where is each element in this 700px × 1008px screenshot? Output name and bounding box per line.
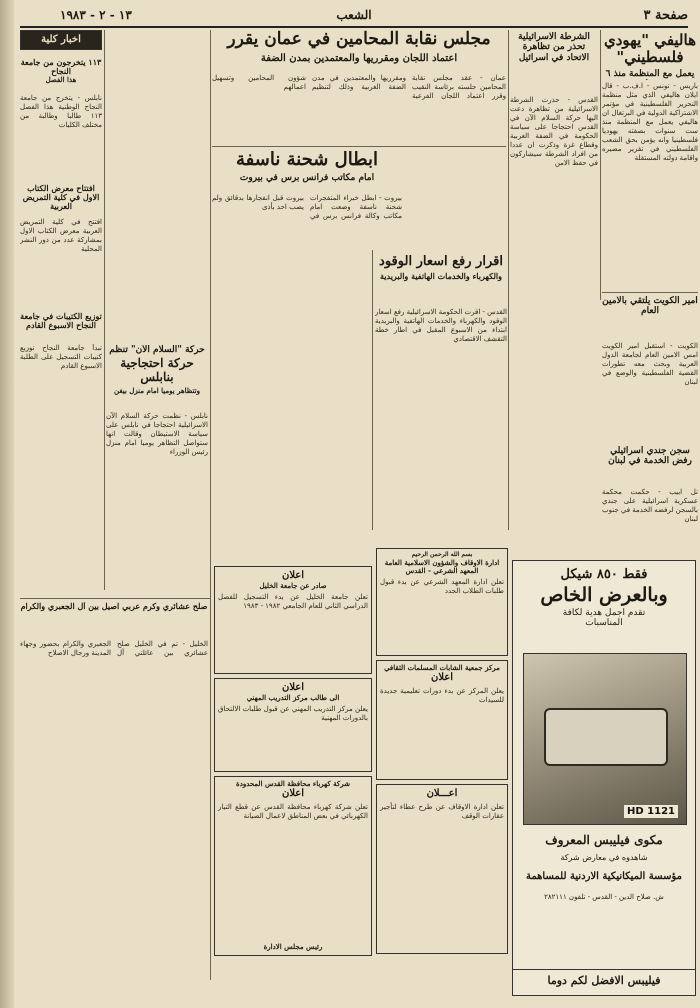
notice-signature: رئيس مجلس الادارة (263, 941, 323, 951)
notice-title: اعلان (281, 570, 305, 581)
article-body: نابلس - يتخرج من جامعة النجاح الوطنية هذا الفصل ١١٣ طالبا وطالبة من مختلف الكليات (20, 94, 102, 129)
headline-block (20, 312, 102, 342)
headline-block (602, 446, 698, 486)
ad-line: تقدم اجمل هدية لكافة (562, 608, 646, 618)
headline-block (20, 184, 102, 216)
notice-university (214, 566, 372, 674)
notice-youth (376, 660, 508, 780)
headline-block (212, 30, 506, 70)
headline-block (106, 345, 208, 409)
headline: اقرار رفع اسعار الوقود (379, 255, 503, 269)
headline: توزيع الكتيبات في جامعة النجاح الاسبوع القادم (20, 312, 102, 331)
notice-body: تعلن ادارة الاوقاف عن طرح عطاء لتأجير عقارات الوقف (380, 802, 504, 820)
article-body: تبدأ جامعة النجاح توزيع كتيبات التسجيل على الطلبة الاسبوع القادم (20, 344, 102, 370)
ad-contact: ش. صلاح الدين - القدس - تلفون ٢٨٢١١١ (544, 893, 664, 901)
notice-awqaf (376, 548, 508, 656)
notice-body: تعلن ادارة المعهد الشرعي عن بدء قبول طلبات الطلاب الجدد (380, 577, 504, 595)
headline-block (602, 296, 698, 340)
article-body: الكويت - استقبل امير الكويت امس الامين العام لجامعة الدول العربية وبحث معه تطورات القضية الفلسطينية والوضع في لبنان (602, 342, 698, 386)
headline-block (510, 32, 598, 92)
tagline: وتتظاهر يوميا امام منزل بيغن (114, 385, 200, 395)
subheadline: امام مكاتب فرانس برس في بيروت (239, 172, 375, 183)
column-rule (210, 30, 211, 980)
article-body: نابلس - نظمت حركة السلام الآن الاسرائيلية احتجاجا في نابلس على سياسة الاستيطان وقالت انها ستواصل التظاهر يوميا امام منزل رئيس الوزراء (106, 412, 208, 456)
page-header (20, 6, 688, 28)
article-body: القدس - اقرت الحكومة الاسرائيلية رفع اسعار الوقود والكهرباء والخدمات الهاتفية والبريدية ابتداء من الاسبوع المقبل في اطار خطة التقشف الاقتصادي (375, 308, 507, 343)
headline: ابطال شحنة ناسفة (236, 150, 378, 170)
headline: ١١٣ يتخرجون من جامعة النجاح (20, 58, 102, 77)
section-logo-text: اخبار كلية (20, 30, 102, 50)
notice-body: تعلن جامعة الخليل عن بدء التسجيل للفصل الدراسي الثاني للعام الجامعي ١٩٨٢ - ١٩٨٣ (218, 592, 368, 610)
notice-body: يعلن مركز التدريب المهني عن قبول طلبات الالتحاق بالدورات المهنية (218, 704, 368, 722)
headline: امير الكويت يلتقي بالامين العام (602, 296, 698, 317)
notice-title: اعلان (281, 682, 305, 693)
bismillah: بسم الله الرحمن الرحيم (411, 551, 473, 558)
notice-training (214, 678, 372, 772)
headline: حركة "السلام الآن" تنظم (109, 345, 205, 355)
notice-body: تعلن شركة كهرباء محافظة القدس عن قطع التيار الكهربائي في بعض المناطق لاعمال الصيانة (218, 802, 368, 820)
notice-title: اعـــلان (426, 788, 458, 799)
ad-line: المناسبات (585, 618, 623, 628)
headline-block (20, 58, 102, 92)
headline-block (212, 150, 402, 190)
subheadline: اعتماد اللجان ومقرريها والمعتمدين بمدن الضفة (260, 52, 458, 64)
subheadline: هذا الفصل (45, 75, 77, 85)
article-body: عمان - عقد مجلس نقابة المحامين جلسته برئاسة النقيب وقرر اعتماد اللجان الفرعية ومقرريها والمعتمدين في مدن الضفة الغربية وذلك لتنظيم شؤون المحامين وتسهيل اعمالهم (212, 74, 506, 100)
subheadline: والكهرباء والخدمات الهاتفية والبريدية (379, 270, 503, 281)
ad-title: وبالعرض الخاص (540, 584, 668, 606)
column-rule (600, 30, 601, 300)
page-label: صفحة ٣ (643, 8, 688, 23)
notice-subtitle: صادر عن جامعة الخليل (259, 580, 327, 590)
publication-name: الشعب (336, 8, 372, 22)
notice-title: شركة كهرباء محافظة القدس المحدودة (236, 779, 350, 788)
article-body: باريس - تونس - ا.ف.ب - قال ايلان هاليفي الذي مثل منظمة التحرير الفلسطينية في مؤتمر الاشتراكية الدولية في البرتغال ان هاليفي يعمل مع المنظمة منذ ست سنوات بصفته يهوديا فلسطينيا وانه يؤمن بحق الشعب الفلسطيني في تقرير مصيره واقامة دولته المستقلة (602, 82, 698, 162)
ad-price: فقط ٨٥٠ شيكل (560, 567, 648, 582)
notice-subtitle: اعلان (430, 672, 454, 684)
notice-subtitle: المعهد الشرعي - القدس (405, 565, 479, 575)
column-rule (508, 30, 509, 530)
product-photo (523, 653, 687, 825)
headline: هاليفي "يهودي فلسطيني" (604, 32, 696, 67)
article-body: الخليل - تم في الخليل صلح عشائري بين عائلتي آل الجعبري والكرام بحضور وجهاء المدينة ورجال الاصلاح (20, 640, 208, 657)
headline: سجن جندي اسرائيلي رفض الخدمة في لبنان (608, 446, 692, 467)
binding-gutter (0, 0, 14, 1008)
divider (20, 598, 210, 599)
section-logo (20, 30, 102, 54)
divider (602, 292, 698, 293)
column-rule (104, 30, 105, 590)
headline: افتتاح معرض الكتاب الاول في كلية التمريض العربية (22, 184, 100, 212)
headline-block (20, 602, 208, 638)
ad-showroom: شاهدوه في معارض شركة (560, 853, 648, 862)
notice-electric (214, 776, 372, 956)
article-body: بيروت - ابطل خبراء المتفجرات شحنة ناسفة وضعت امام مكاتب وكالة فرانس برس في بيروت قبل انفجارها بدقائق ولم يصب احد بأذى (212, 194, 402, 220)
notice-body: يعلن المركز عن بدء دورات تعليمية جديدة للسيدات (380, 686, 504, 704)
headline: الشرطة الاسرائيلية تحذر من تظاهرة الاتحاد في اسرائيل (518, 32, 590, 63)
notice-awqaf-2 (376, 784, 508, 954)
divider (212, 146, 506, 147)
subheadline: يعمل مع المنظمة منذ ٦ (605, 68, 695, 79)
ad-product: مكوى فيليبس المعروف (545, 833, 663, 847)
article-body: القدس - حذرت الشرطة الاسرائيلية من تظاهرة دعت اليها حركة السلام الآن في القدس احتجاجا على سياسة الحكومة في الضفة الغربية وقطاع غزة وذكرت ان عددا من افراد الشرطة سيشاركون في حفظ الامن (510, 96, 598, 167)
notice-subtitle: الى طالب مركز التدريب المهني (246, 692, 340, 702)
headline: مجلس نقابة المحامين في عمان يقرر (227, 30, 491, 49)
issue-date: ١٣ - ٢ - ١٩٨٣ (60, 8, 132, 22)
model-number: HD 1121 (624, 805, 678, 818)
notice-subtitle: اعلان (281, 788, 305, 800)
advert-philips (512, 560, 696, 996)
iron-icon (544, 708, 668, 766)
ad-company: مؤسسة الميكانيكية الاردنية للمساهمة (526, 871, 682, 882)
headline-block (602, 32, 698, 80)
headline-block (375, 255, 507, 305)
ad-tagline: فيليبس الافضل لكم دوما (513, 969, 695, 987)
headline: صلح عشائري وكرم عربي اصيل بين آل الجعبري والكرام (20, 602, 208, 611)
subheadline: حركة احتجاجية بنابلس (120, 356, 194, 385)
article-body: افتتح في كلية التمريض العربية معرض الكتاب الاول بمشاركة عدد من دور النشر المحلية (20, 218, 102, 253)
article-body: تل ابيب - حكمت محكمة عسكرية اسرائيلية على جندي بالسجن لرفضه الخدمة في جنوب لبنان (602, 488, 698, 523)
notice-title: ادارة الاوقاف والشؤون الاسلامية العامة (384, 557, 500, 567)
notice-title: مركز جمعية الشابات المسلمات الثقافي (384, 663, 500, 672)
